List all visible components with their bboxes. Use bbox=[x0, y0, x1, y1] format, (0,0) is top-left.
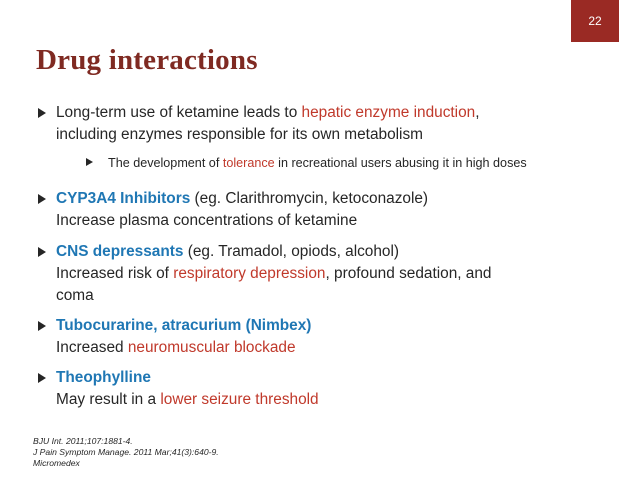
bullet-item-enzyme-induction bbox=[32, 102, 622, 172]
arrow-bullet-icon bbox=[38, 247, 46, 257]
bullet-line: coma bbox=[56, 287, 94, 304]
highlight-text: hepatic enzyme induction bbox=[301, 104, 476, 121]
arrow-bullet-icon bbox=[38, 108, 46, 118]
bullet-item-theophylline bbox=[32, 367, 622, 411]
sub-bullet-tolerance: The development of tolerance in recreational users abusing it in high doses bbox=[56, 154, 622, 172]
bullet-line: CNS depressants (eg. Tramadol, opiods, alcohol) bbox=[56, 243, 400, 260]
drug-class-label: CNS depressants bbox=[56, 243, 184, 260]
references bbox=[33, 436, 219, 469]
bullet-line bbox=[56, 367, 622, 389]
slide-title: Drug interactions bbox=[36, 44, 258, 76]
highlight-text: lower seizure threshold bbox=[160, 391, 319, 408]
bullet-line: Increased risk of respiratory depression, profound sedation, and bbox=[56, 265, 492, 282]
bullet-line bbox=[56, 315, 622, 337]
arrow-bullet-icon bbox=[38, 373, 46, 383]
highlight-text: neuromuscular blockade bbox=[127, 339, 296, 356]
drug-class-label: Tubocurarine, atracurium (Nimbex) bbox=[56, 317, 312, 334]
bullet-line: May result in a lower seizure threshold bbox=[56, 391, 319, 408]
bullet-line: CYP3A4 Inhibitors (eg. Clarithromycin, ketoconazole) bbox=[56, 190, 429, 207]
arrow-bullet-icon bbox=[38, 194, 46, 204]
bullet-item-cyp3a4 bbox=[32, 188, 622, 232]
bullet-line: Increased neuromuscular blockade bbox=[56, 339, 296, 356]
page-number: 22 bbox=[588, 14, 602, 28]
bullet-line: including enzymes responsible for its own metabolism bbox=[56, 126, 423, 143]
highlight-text: respiratory depression bbox=[173, 265, 326, 282]
arrow-bullet-icon bbox=[38, 321, 46, 331]
drug-class-label: Theophylline bbox=[56, 369, 151, 386]
page-number-badge bbox=[571, 0, 619, 42]
bullet-line: Long-term use of ketamine leads to hepatic enzyme induction, bbox=[56, 104, 480, 121]
reference-line: BJU Int. 2011;107:1881-4. bbox=[33, 436, 133, 446]
bullet-item-tubocurarine bbox=[32, 315, 622, 359]
bullet-line: Increase plasma concentrations of ketamine bbox=[56, 212, 358, 229]
arrow-bullet-icon bbox=[86, 158, 93, 166]
highlight-text: tolerance bbox=[222, 156, 275, 170]
reference-line: Micromedex bbox=[33, 458, 80, 468]
bullet-item-cns-depressants bbox=[32, 241, 622, 307]
bullet-list bbox=[32, 102, 622, 411]
reference-line: J Pain Symptom Manage. 2011 Mar;41(3):640-9. bbox=[33, 447, 219, 457]
drug-class-label: CYP3A4 Inhibitors bbox=[56, 190, 191, 207]
